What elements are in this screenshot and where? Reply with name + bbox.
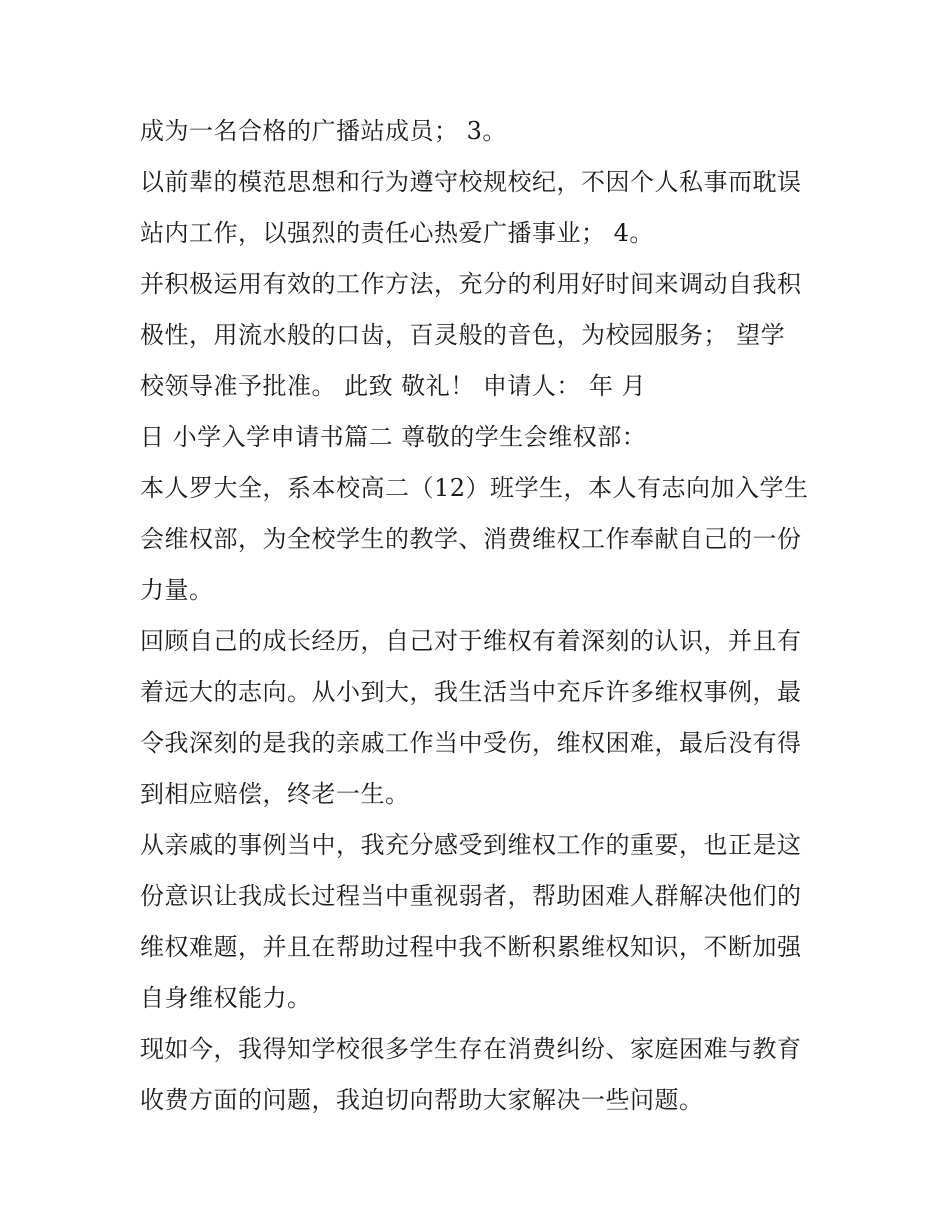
text-line: 令我深刻的是我的亲戚工作当中受伤，维权困难，最后没有得 <box>140 729 802 757</box>
text-line: 会维权部，为全校学生的教学、消费维权工作奉献自己的一份 <box>140 525 802 553</box>
text-line: 现如今，我得知学校很多学生存在消费纠纷、家庭困难与教育 <box>140 1035 802 1063</box>
text-line: 本人罗大全，系本校高二（12）班学生，本人有志向加入学生 <box>140 474 809 502</box>
text-line: 并积极运用有效的工作方法，充分的利用好时间来调动自我积 <box>140 270 802 298</box>
text-line: 以前辈的模范思想和行为遵守校规校纪，不因个人私事而耽误 <box>140 168 802 196</box>
text-line: 到相应赔偿，终老一生。 <box>140 780 410 808</box>
document-body <box>140 106 820 1126</box>
text-line: 自身维权能力。 <box>140 984 312 1012</box>
text-line: 收费方面的问题，我迫切向帮助大家解决一些问题。 <box>140 1086 704 1114</box>
text-line: 从亲戚的事例当中，我充分感受到维权工作的重要，也正是这 <box>140 831 802 859</box>
text-line: 份意识让我成长过程当中重视弱者，帮助困难人群解决他们的 <box>140 882 802 910</box>
text-line: 成为一名合格的广播站成员； 3。 <box>140 117 507 145</box>
text-line: 站内工作，以强烈的责任心热爱广播事业； 4。 <box>140 219 654 247</box>
text-line: 日 小学入学申请书篇二 尊敬的学生会维权部： <box>140 423 647 451</box>
text-line: 着远大的志向。从小到大，我生活当中充斥许多维权事例，最 <box>140 678 802 706</box>
text-line: 极性，用流水般的口齿，百灵般的音色，为校园服务； 望学 <box>140 321 786 349</box>
text-line: 维权难题，并且在帮助过程中我不断积累维权知识，不断加强 <box>140 933 802 961</box>
text-line: 校领导准予批准。 此致 敬礼！ 申请人： 年 月 <box>140 372 647 400</box>
text-line: 力量。 <box>140 576 214 604</box>
text-line: 回顾自己的成长经历，自己对于维权有着深刻的认识，并且有 <box>140 627 802 655</box>
